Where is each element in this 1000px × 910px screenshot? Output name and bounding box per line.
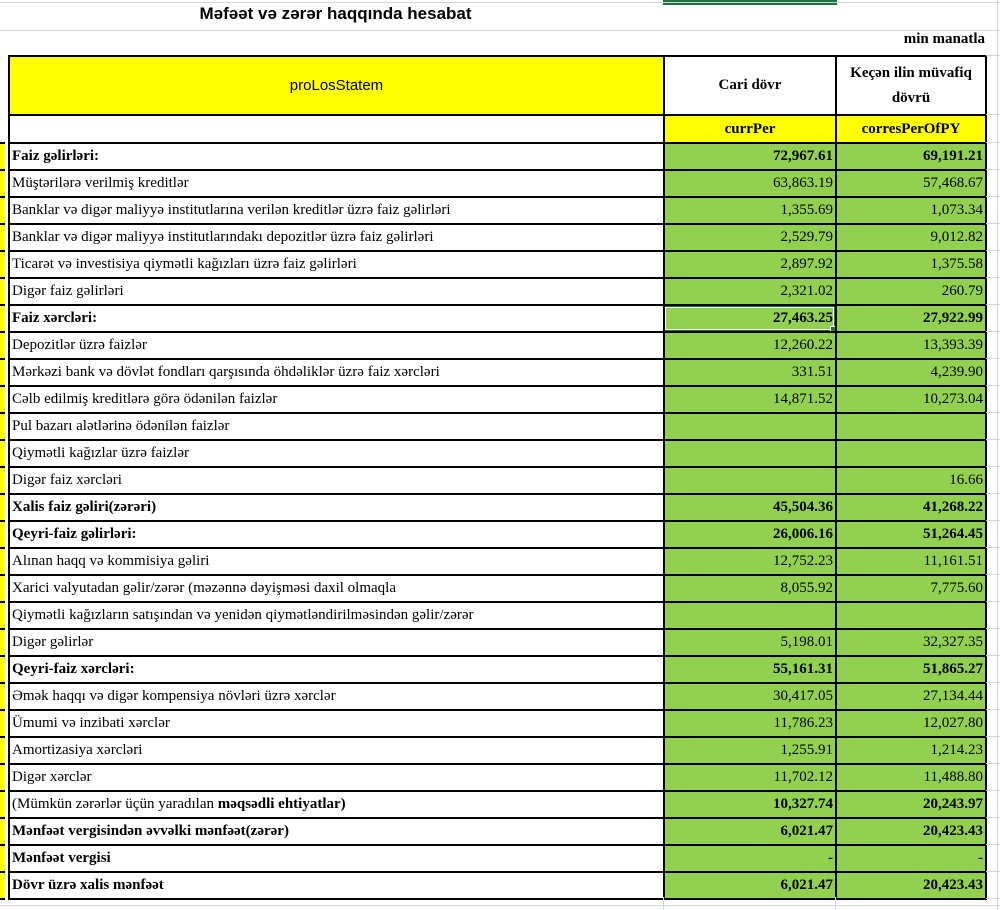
gridline <box>986 114 1000 115</box>
row-label[interactable]: Alınan haqq və kommisiya gəliri <box>10 549 665 576</box>
cell-current-period[interactable]: 5,198.01 <box>665 630 837 657</box>
gridline <box>0 196 5 198</box>
table-row <box>10 333 987 360</box>
cell-previous-period[interactable]: 69,191.21 <box>837 144 987 171</box>
gridline <box>986 520 1000 521</box>
selected-cell[interactable]: 27,463.25 <box>665 306 837 333</box>
row-label[interactable]: Pul bazarı alətlərinə ödənilən faizlər <box>10 414 665 441</box>
subheader-previous[interactable]: corresPerOfPY <box>837 116 987 144</box>
row-label[interactable]: Digər faiz gəlirləri <box>10 279 665 306</box>
table-row <box>10 360 987 387</box>
gridline <box>986 628 1000 629</box>
gridline <box>0 520 5 522</box>
row-label[interactable]: Əmək haqqı və digər kompensiya növləri üzrə xərclər <box>10 684 665 711</box>
gridline <box>986 574 1000 575</box>
table-header-row <box>10 57 987 116</box>
cell-current-period[interactable]: 6,021.47 <box>665 873 837 900</box>
cell-previous-period[interactable]: 10,273.04 <box>837 387 987 414</box>
cell-current-period[interactable]: 63,863.19 <box>665 171 837 198</box>
cell-previous-period[interactable]: 20,423.43 <box>837 819 987 846</box>
gridline <box>986 844 1000 845</box>
row-label[interactable]: Qiymətli kağızlar üzrə faizlər <box>10 441 665 468</box>
gridline <box>0 250 5 252</box>
gridline <box>0 30 1000 31</box>
gridline <box>986 439 1000 440</box>
cell-previous-period[interactable]: 260.79 <box>837 279 987 306</box>
table-row <box>10 198 987 225</box>
cell-current-period[interactable]: 12,260.22 <box>665 333 837 360</box>
cell-current-period[interactable]: 11,702.12 <box>665 765 837 792</box>
cell-previous-period[interactable]: 13,393.39 <box>837 333 987 360</box>
cell-current-period[interactable]: 72,967.61 <box>665 144 837 171</box>
table-row <box>10 738 987 765</box>
cell-current-period[interactable] <box>665 468 837 495</box>
row-label[interactable]: Faiz gəlirləri: <box>10 144 665 171</box>
gridline <box>0 223 5 225</box>
gridline <box>0 655 5 657</box>
gridline <box>986 55 1000 56</box>
gridline <box>0 905 1000 906</box>
cell-previous-period[interactable]: - <box>837 846 987 873</box>
gridline <box>0 763 5 765</box>
gridline <box>986 385 1000 386</box>
gridline <box>986 331 1000 332</box>
gridline <box>0 898 5 900</box>
row-label[interactable]: Cəlb edilmiş kreditlərə görə ödənilən faizlər <box>10 387 665 414</box>
row-label[interactable]: (Mümkün zərərlər üçün yaradılan məqsədli ehtiyatlar) <box>10 792 665 819</box>
row-label[interactable]: Depozitlər üzrə faizlər <box>10 333 665 360</box>
gridline <box>0 628 5 630</box>
gridline <box>986 601 1000 602</box>
gridline <box>986 709 1000 710</box>
gridline <box>986 412 1000 413</box>
page-title: Məfəət və zərər haqqında hesabat <box>199 4 472 23</box>
table-row <box>10 144 987 171</box>
table-row <box>10 873 987 900</box>
gridline <box>0 736 5 738</box>
table-row <box>10 495 987 522</box>
gridline <box>0 871 5 873</box>
unit-label: min manatla <box>903 31 985 47</box>
gridline <box>0 439 5 441</box>
gridline <box>0 2 1000 3</box>
cell-previous-period[interactable]: 51,865.27 <box>837 657 987 684</box>
row-label[interactable]: Mənfəət vergisindən əvvəlki mənfəət(zərər) <box>10 819 665 846</box>
table-row <box>10 387 987 414</box>
cell-previous-period[interactable]: 7,775.60 <box>837 576 987 603</box>
row-label[interactable]: Digər xərclər <box>10 765 665 792</box>
cell-current-period[interactable]: 2,897.92 <box>665 252 837 279</box>
fill-handle[interactable] <box>830 326 837 333</box>
row-label[interactable]: Xarici valyutadan gəlir/zərər (məzənnə dəyişməsi daxil olmaqla <box>10 576 665 603</box>
table-row <box>10 819 987 846</box>
cell-previous-period[interactable]: 1,214.23 <box>837 738 987 765</box>
table-row <box>10 711 987 738</box>
row-label[interactable]: Ümumi və inzibati xərclər <box>10 711 665 738</box>
table-row <box>10 603 987 630</box>
subheader-empty-cell[interactable] <box>10 116 665 144</box>
table-row <box>10 468 987 495</box>
gridline <box>0 493 5 495</box>
row-label[interactable]: Digər gəlirlər <box>10 630 665 657</box>
row-label[interactable]: Müştərilərə verilmiş kreditlər <box>10 171 665 198</box>
cell-previous-period[interactable]: 1,375.58 <box>837 252 987 279</box>
gridline <box>0 574 5 576</box>
cell-previous-period[interactable] <box>837 414 987 441</box>
cell-current-period[interactable]: 45,504.36 <box>665 495 837 522</box>
cell-current-period[interactable]: 55,161.31 <box>665 657 837 684</box>
cell-previous-period[interactable]: 16.66 <box>837 468 987 495</box>
cell-current-period[interactable]: 26,006.16 <box>665 522 837 549</box>
row-label[interactable]: Digər faiz xərcləri <box>10 468 665 495</box>
table-row <box>10 684 987 711</box>
table-row <box>10 846 987 873</box>
table-row <box>10 765 987 792</box>
subheader-current[interactable]: currPer <box>665 116 837 144</box>
gridline <box>986 223 1000 224</box>
table-row <box>10 279 987 306</box>
row-label-bold-part: məqsədli ehtiyatlar) <box>217 796 346 812</box>
row-label[interactable]: Mənfəət vergisi <box>10 846 665 873</box>
gridline <box>0 385 5 387</box>
gridline <box>986 169 1000 170</box>
cell-previous-period[interactable]: 9,012.82 <box>837 225 987 252</box>
gridline <box>986 493 1000 494</box>
gridline <box>0 169 5 171</box>
gridline <box>986 304 1000 305</box>
cell-previous-period[interactable]: 12,027.80 <box>837 711 987 738</box>
row-label[interactable]: Qeyri-faiz xərcləri: <box>10 657 665 684</box>
cell-current-period[interactable]: 331.51 <box>665 360 837 387</box>
row-label[interactable]: Faiz xərcləri: <box>10 306 665 333</box>
table-row <box>10 549 987 576</box>
cell-previous-period[interactable]: 1,073.34 <box>837 198 987 225</box>
gridline <box>0 682 5 684</box>
table-row <box>10 306 987 333</box>
gridline <box>0 601 5 603</box>
cell-current-period[interactable]: 14,871.52 <box>665 387 837 414</box>
gridline <box>986 817 1000 818</box>
gridline <box>986 655 1000 656</box>
pl-table <box>8 55 987 900</box>
table-row <box>10 414 987 441</box>
row-label[interactable]: Amortizasiya xərcləri <box>10 738 665 765</box>
cell-current-period[interactable] <box>665 414 837 441</box>
gridline <box>0 304 5 306</box>
gridline <box>986 790 1000 791</box>
cell-current-period[interactable]: 1,355.69 <box>665 198 837 225</box>
cell-previous-period[interactable]: 4,239.90 <box>837 360 987 387</box>
gridline <box>986 871 1000 872</box>
row-label[interactable]: Mərkəzi bank və dövlət fondları qarşısında öhdəliklər üzrə faiz xərcləri <box>10 360 665 387</box>
gridline <box>986 898 1000 899</box>
gridline <box>986 547 1000 548</box>
gridline <box>986 250 1000 251</box>
gridline <box>986 763 1000 764</box>
cell-previous-period[interactable]: 27,922.99 <box>837 306 987 333</box>
header-previous-period[interactable]: Keçən ilin müvafiq dövrü <box>837 57 987 116</box>
gridline <box>986 196 1000 197</box>
row-label[interactable]: Banklar və digər maliyyə institutlarındakı depozitlər üzrə faiz gəlirləri <box>10 225 665 252</box>
table-row <box>10 171 987 198</box>
gridline <box>0 331 5 333</box>
gridline <box>986 736 1000 737</box>
gridline <box>986 358 1000 359</box>
cell-current-period[interactable]: 11,786.23 <box>665 711 837 738</box>
cell-current-period[interactable]: - <box>665 846 837 873</box>
cell-previous-period[interactable]: 51,264.45 <box>837 522 987 549</box>
cell-previous-period[interactable]: 11,161.51 <box>837 549 987 576</box>
header-current-period[interactable]: Cari dövr <box>665 57 837 116</box>
row-label[interactable]: Dövr üzrə xalis mənfəət <box>10 873 665 900</box>
header-statement-name[interactable]: proLosStatem <box>10 57 665 116</box>
cell-current-period[interactable]: 2,321.02 <box>665 279 837 306</box>
gridline <box>0 142 5 144</box>
table-row <box>10 630 987 657</box>
cell-current-period[interactable]: 10,327.74 <box>665 792 837 819</box>
table-row <box>10 441 987 468</box>
table-row <box>10 576 987 603</box>
table-row <box>10 657 987 684</box>
row-label[interactable]: Qeyri-faiz gəlirləri: <box>10 522 665 549</box>
cell-previous-period[interactable]: 27,134.44 <box>837 684 987 711</box>
gridline <box>0 817 5 819</box>
gridline <box>0 466 5 468</box>
gridline <box>0 790 5 792</box>
cell-previous-period[interactable]: 32,327.35 <box>837 630 987 657</box>
row-label[interactable]: Qiymətli kağızların satışından və yenidən qiymətləndirilməsindən gəlir/zərər <box>10 603 665 630</box>
cell-current-period[interactable]: 8,055.92 <box>665 576 837 603</box>
cell-previous-period[interactable]: 20,423.43 <box>837 873 987 900</box>
table-row <box>10 225 987 252</box>
cell-previous-period[interactable] <box>837 603 987 630</box>
cell-current-period[interactable] <box>665 603 837 630</box>
gridline <box>986 466 1000 467</box>
cell-current-period[interactable] <box>665 441 837 468</box>
row-label[interactable]: Xalis faiz gəliri(zərəri) <box>10 495 665 522</box>
gridline <box>986 142 1000 143</box>
cell-current-period[interactable]: 1,255.91 <box>665 738 837 765</box>
gridline <box>835 897 836 910</box>
row-label[interactable]: Banklar və digər maliyyə institutlarına verilən kreditlər üzrə faiz gəlirləri <box>10 198 665 225</box>
cell-current-period[interactable]: 30,417.05 <box>665 684 837 711</box>
cell-previous-period[interactable]: 11,488.80 <box>837 765 987 792</box>
cell-current-period[interactable]: 6,021.47 <box>665 819 837 846</box>
gridline <box>997 0 998 910</box>
cell-current-period[interactable]: 2,529.79 <box>665 225 837 252</box>
gridline <box>986 277 1000 278</box>
gridline <box>0 358 5 360</box>
cell-previous-period[interactable] <box>837 441 987 468</box>
table-row <box>10 252 987 279</box>
table-row <box>10 522 987 549</box>
table-subheader-row <box>10 116 987 144</box>
gridline <box>0 709 5 711</box>
gridline <box>986 682 1000 683</box>
cell-previous-period[interactable]: 20,243.97 <box>837 792 987 819</box>
gridline <box>663 897 664 910</box>
row-label[interactable]: Ticarət və investisiya qiymətli kağızları üzrə faiz gəlirləri <box>10 252 665 279</box>
cell-previous-period[interactable]: 41,268.22 <box>837 495 987 522</box>
gridline <box>0 547 5 549</box>
cell-previous-period[interactable]: 57,468.67 <box>837 171 987 198</box>
gridline <box>0 412 5 414</box>
gridline <box>0 277 5 279</box>
table-row <box>10 792 987 819</box>
pl-table-body <box>10 144 987 900</box>
cell-current-period[interactable]: 12,752.23 <box>665 549 837 576</box>
gridline <box>0 844 5 846</box>
